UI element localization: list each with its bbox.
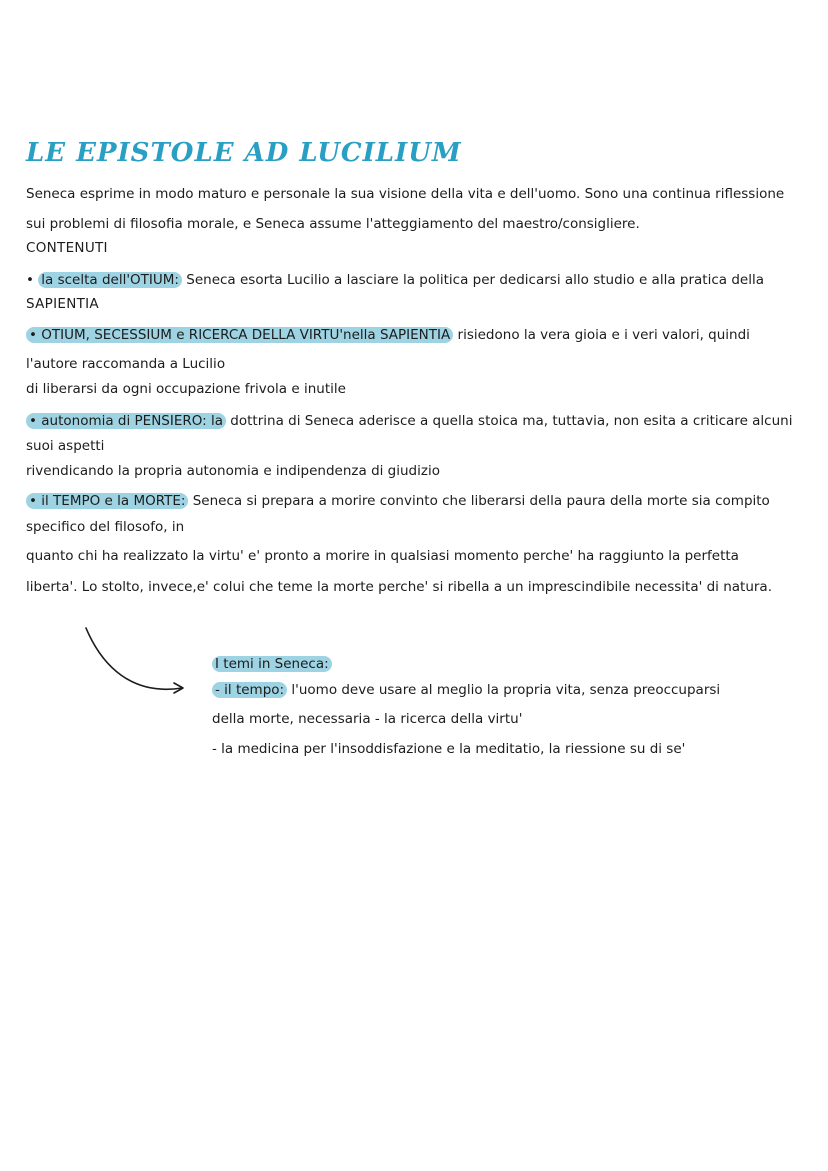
bullet-pensiero-text: dottrina di Seneca aderisce a quella stoica ma, tuttavia, non esita a criticare alcuni [226, 413, 793, 429]
bullet-secessium [26, 326, 750, 344]
highlight-temi-tempo: - il tempo: [212, 682, 287, 698]
highlight-otium: la scelta dell'OTIUM: [38, 272, 182, 288]
bullet-tempo-morte-line-4: liberta'. Lo stolto, invece,e' colui che teme la morte perche' si ribella a un imprescindibile necessita' di natura. [26, 579, 773, 595]
section-heading: CONTENUTI [26, 240, 108, 256]
bullet-secessium-text: risiedono la vera gioia e i veri valori, quindi [453, 327, 750, 343]
bullet-otium-text: Seneca esorta Lucilio a lasciare la politica per dedicarsi allo studio e alla pratica della [181, 272, 764, 288]
highlight-secessium: • OTIUM, SECESSIUM e RICERCA DELLA VIRTU'nella SAPIENTIA [26, 327, 453, 343]
page-title: LE EPISTOLE AD LUCILIUM [26, 138, 462, 168]
highlight-pensiero: • autonomia di PENSIERO: la [26, 413, 226, 429]
bullet-otium [26, 271, 764, 289]
temi-item-tempo-text: l'uomo deve usare al meglio la propria vita, senza preoccuparsi [287, 682, 721, 698]
bullet-pensiero-line-2: suoi aspetti [26, 438, 105, 454]
curved-arrow-icon [82, 626, 194, 696]
intro-line-1: Seneca esprime in modo maturo e personale la sua visione della vita e dell'uomo. Sono una continua riflessione [26, 186, 785, 202]
bullet-mark: • [26, 272, 34, 288]
intro-line-2: sui problemi di filosofia morale, e Seneca assume l'atteggiamento del maestro/consigliere. [26, 216, 640, 232]
bullet-secessium-line-3: di liberarsi da ogni occupazione frivola e inutile [26, 381, 346, 397]
bullet-pensiero [26, 412, 792, 430]
bullet-tempo-morte-line-2: specifico del filosofo, in [26, 519, 185, 535]
bullet-tempo-morte-line-3: quanto chi ha realizzato la virtu' e' pronto a morire in qualsiasi momento perche' ha raggiunto la perfetta [26, 548, 739, 564]
highlight-tempo-morte: • il TEMPO e la MORTE: [26, 493, 188, 509]
temi-item-medicina: - la medicina per l'insoddisfazione e la meditatio, la riessione su di se' [212, 741, 686, 757]
bullet-pensiero-line-3: rivendicando la propria autonomia e indipendenza di giudizio [26, 463, 440, 479]
bullet-tempo-morte [26, 492, 770, 510]
bullet-tempo-morte-text: Seneca si prepara a morire convinto che liberarsi della paura della morte sia compito [188, 493, 770, 509]
temi-item-tempo [212, 681, 720, 699]
temi-item-tempo-line-2: della morte, necessaria - la ricerca della virtu' [212, 711, 523, 727]
temi-heading [212, 655, 332, 673]
bullet-otium-line-2: SAPIENTIA [26, 296, 99, 312]
bullet-secessium-line-2: l'autore raccomanda a Lucilio [26, 356, 226, 372]
highlight-temi-heading: I temi in Seneca: [212, 656, 332, 672]
